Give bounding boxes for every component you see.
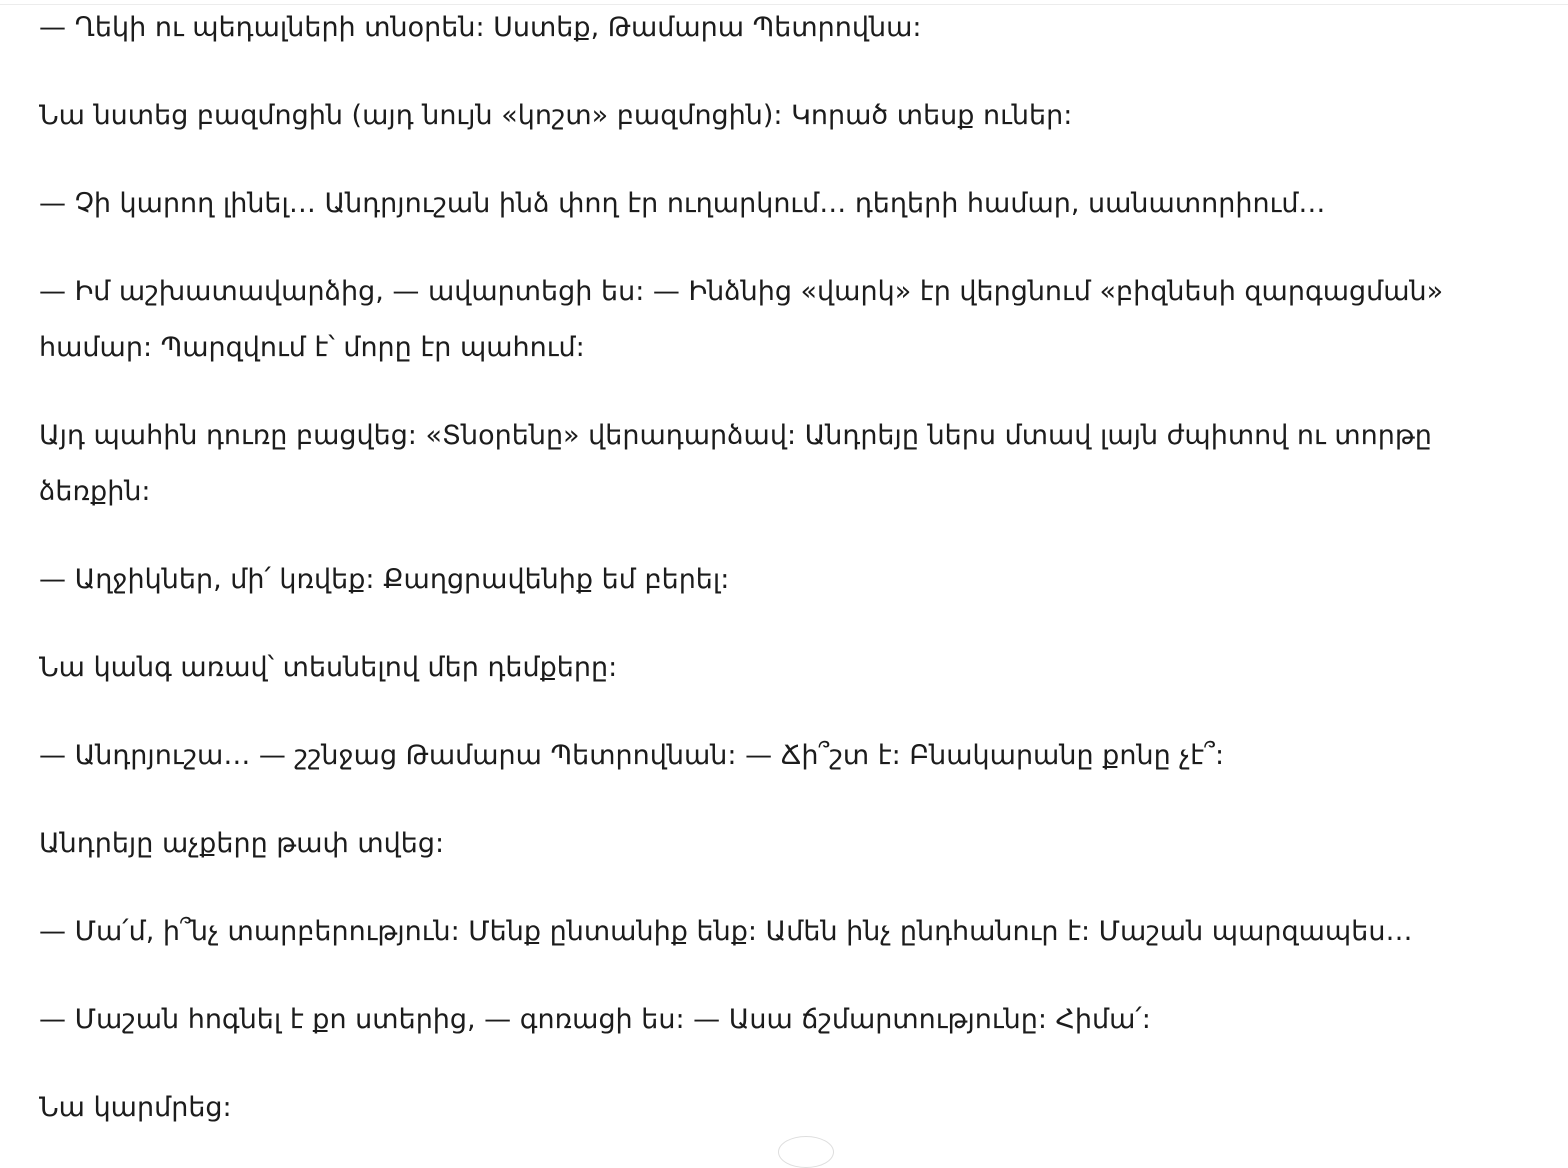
paragraph: — Աղջիկներ, մի՛ կռվեք: Քաղցրավենիք եմ բերել: — [39, 564, 730, 595]
paragraph: — Չի կարող լինել… Անդրյուշան ինձ փող էր ուղարկում… դեղերի համար, սանատորիում… — [39, 188, 1326, 219]
scroll-down-button[interactable] — [778, 1136, 834, 1168]
paragraph: — Ղեկի ու պեդալների տնօրեն: Սստեք, Թամարա Պետրովնա: — [39, 12, 922, 43]
paragraph: Անդրեյը աչքերը թափ տվեց: — [39, 828, 445, 859]
paragraph: Նա նստեց բազմոցին (այդ նույն «կոշտ» բազմոցին): Կորած տեսք ուներ: — [39, 100, 1073, 131]
paragraph: — Մա՛մ, ի՞նչ տարբերություն: Մենք ընտանիք ենք: Ամեն ինչ ընդհանուր է: Մաշան պարզապես… — [39, 916, 1413, 947]
paragraph: — Անդրյուշա… — շշնջաց Թամարա Պետրովնան: — Ճի՞շտ է: Բնակարանը քոնը չէ՞: — [39, 740, 1225, 771]
paragraph: — Իմ աշխատավարձից, — ավարտեցի ես: — Ինձնից «վարկ» էր վերցնում «բիզնեսի զարգացման» համար: Պարզվում է՝ մորը էր պահում: — [39, 276, 1444, 363]
paragraph: Նա կանգ առավ՝ տեսնելով մեր դեմքերը: — [39, 652, 618, 683]
paragraph: Նա կարմրեց: — [39, 1092, 232, 1123]
paragraph: — Մաշան հոգնել է քո ստերից, — գոռացի ես: — Ասա ճշմարտությունը: Հիմա՛: — [39, 1004, 1151, 1035]
article-body — [39, 0, 1539, 1136]
paragraph: Այդ պահին դուռը բացվեց: «Տնօրենը» վերադարձավ: Անդրեյը ներս մտավ լայն ժպիտով ու տորթը ձեռքին: — [39, 420, 1432, 507]
